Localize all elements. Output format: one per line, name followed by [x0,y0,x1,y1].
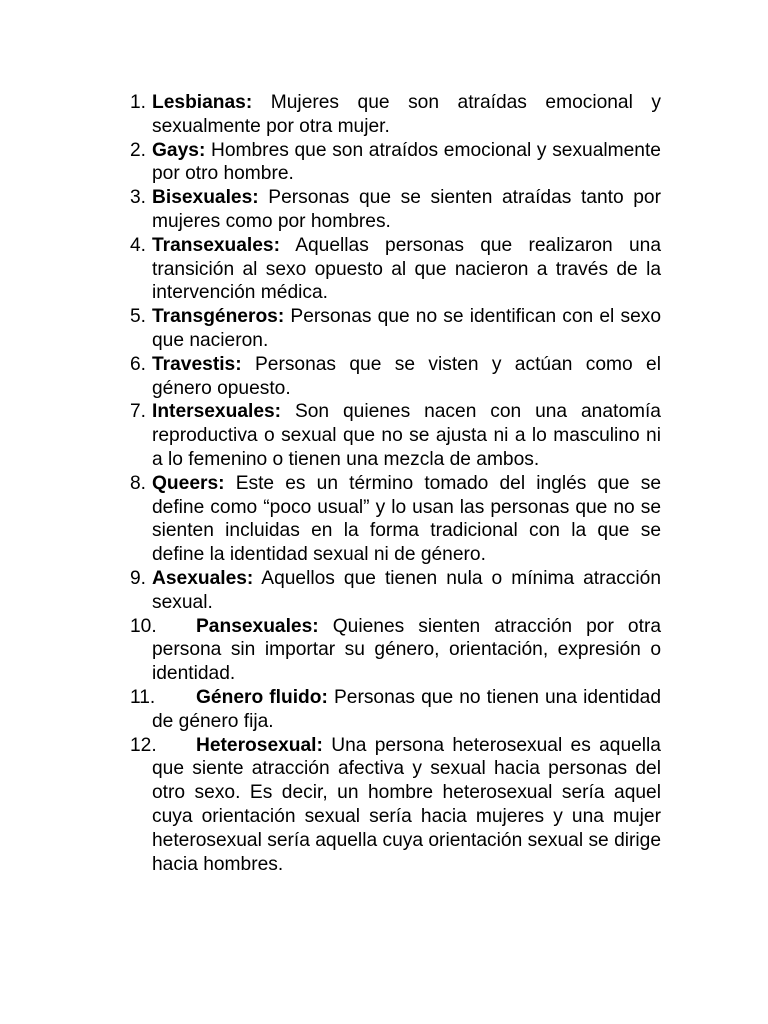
item-term: Asexuales: [152,567,254,589]
list-item [130,472,661,567]
item-number: 10. [130,615,157,637]
item-definition: Personas que no tienen una identidad de género fija. [152,686,661,732]
item-term: Lesbianas: [152,92,253,113]
item-definition: Mujeres que son atraídas emocional y sexualmente por otra mujer. [152,92,661,137]
item-number: 7. [130,401,147,423]
list-item [130,567,661,615]
item-number: 3. [130,187,147,209]
item-number: 5. [130,306,147,328]
item-definition: Aquellos que tienen nula o mínima atracción sexual. [152,567,661,613]
list-item [130,686,661,734]
item-term: Heterosexual: [196,734,323,756]
list-item [130,615,661,686]
item-definition: Personas que no se identifican con el sexo que nacieron. [152,306,661,351]
item-number: 11. [130,686,156,708]
item-term: Género fluido: [196,686,328,708]
item-term: Queers: [152,472,225,494]
definitions-list [130,91,661,876]
item-number: 6. [130,353,147,375]
item-definition: Una persona heterosexual es aquella que siente atracción afectiva y sexual hacia personas del otro sexo. Es decir, un hombre heterosexual sería aquel cuya orientación sexual sería hacia mujeres y una mujer heterosexual sería aquella cuya orientación sexual se dirige hacia hombres. [152,734,661,875]
item-number: 1. [130,92,147,113]
list-item [130,234,661,305]
item-number: 2. [130,139,147,161]
list-item [130,400,661,471]
item-term: Travestis: [152,353,242,375]
item-definition: Personas que se sienten atraídas tanto por mujeres como por hombres. [152,187,661,232]
item-term: Bisexuales: [152,187,259,209]
item-term: Gays: [152,139,206,161]
item-definition: Este es un término tomado del inglés que se define como “poco usual” y lo usan las personas que no se sienten incluidas en la forma tradicional con la que se define la identidad sexual ni de género. [152,472,661,566]
list-item [130,186,661,234]
item-number: 8. [130,472,147,494]
item-definition: Son quienes nacen con una anatomía reproductiva o sexual que no se ajusta ni a lo masculino ni a lo femenino o tienen una mezcla de ambos. [152,401,661,470]
list-item [130,91,661,139]
list-item [130,353,661,401]
item-definition: Quienes sienten atracción por otra persona sin importar su género, orientación, expresión o identidad. [152,615,661,685]
list-item [130,139,661,187]
list-item [130,305,661,353]
item-number: 12. [130,734,157,756]
item-term: Transgéneros: [152,306,285,328]
item-term: Intersexuales: [152,401,282,423]
item-number: 9. [130,567,147,589]
list-item [130,734,661,877]
item-definition: Aquellas personas que realizaron una transición al sexo opuesto al que nacieron a través de la intervención médica. [152,234,661,304]
item-number: 4. [130,234,147,256]
item-term: Transexuales: [152,234,280,256]
item-definition: Personas que se visten y actúan como el género opuesto. [152,353,661,399]
item-definition: Hombres que son atraídos emocional y sexualmente por otro hombre. [152,139,661,185]
item-term: Pansexuales: [196,615,319,637]
